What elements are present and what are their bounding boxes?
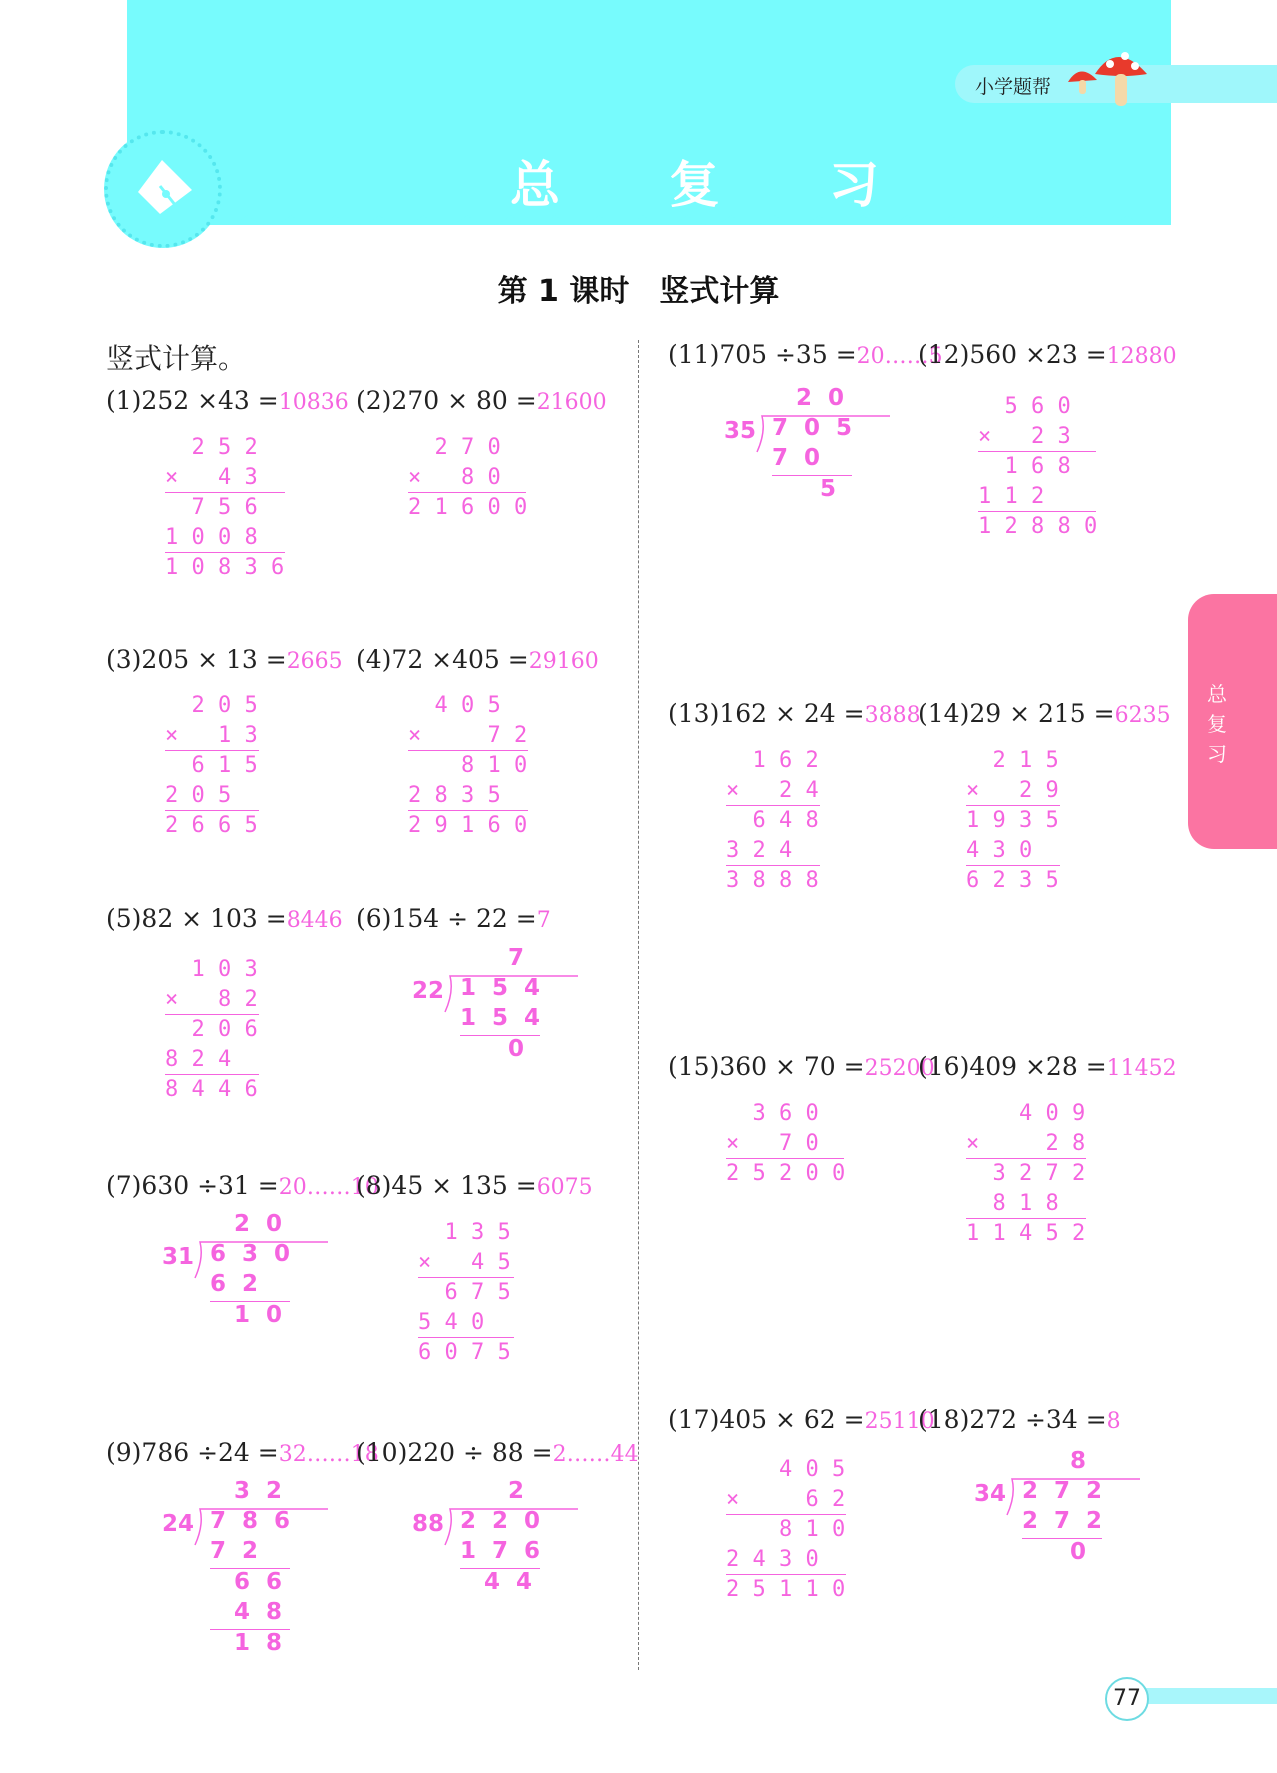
footer-bar xyxy=(1130,1688,1277,1704)
problem-17: (17)405 × 62 =25110 xyxy=(668,1405,935,1434)
problem-1: (1)252 ×43 =10836 xyxy=(106,386,349,415)
pen-nib-icon xyxy=(130,152,200,222)
work-5: 1 0 3 × 8 2 2 0 6 8 2 4 8 4 4 6 xyxy=(165,955,259,1105)
problem-6: (6)154 ÷ 22 =7 xyxy=(356,904,551,933)
problem-8: (8)45 × 135 =6075 xyxy=(356,1171,593,1200)
side-tab-char-2: 复 xyxy=(1207,712,1227,736)
problem-18: (18)272 ÷34 =8 xyxy=(918,1405,1121,1434)
problem-12: (12)560 ×23 =12880 xyxy=(918,340,1177,369)
column-divider xyxy=(638,340,639,1670)
problem-10: (10)220 ÷ 88 =2……44 xyxy=(356,1438,639,1467)
problem-11: (11)705 ÷35 =20……5 xyxy=(668,340,943,369)
work-8: 1 3 5 × 4 5 6 7 5 5 4 0 6 0 7 5 xyxy=(418,1218,514,1368)
work-12: 5 6 0 × 2 3 1 6 8 1 1 2 1 2 8 8 0 xyxy=(978,392,1096,542)
problem-13: (13)162 × 24 =3888 xyxy=(668,699,921,728)
problem-2: (2)270 × 80 =21600 xyxy=(356,386,607,415)
lesson-title: 第 1 课时 竖式计算 xyxy=(497,274,780,309)
problem-9: (9)786 ÷24 =32……18 xyxy=(106,1438,379,1467)
work-15: 3 6 0 × 7 0 2 5 2 0 0 xyxy=(726,1099,844,1189)
problem-15: (15)360 × 70 =25200 xyxy=(668,1052,935,1081)
side-tab-char-1: 总 xyxy=(1207,682,1227,706)
problem-5: (5)82 × 103 =8446 xyxy=(106,904,343,933)
chapter-side-tab xyxy=(1188,594,1277,849)
side-tab-char-3: 习 xyxy=(1207,742,1227,766)
mushroom-icon xyxy=(1065,44,1155,116)
work-14: 2 1 5 × 2 9 1 9 3 5 4 3 0 6 2 3 5 xyxy=(966,746,1060,896)
brand-label: 小学题帮 xyxy=(975,76,1052,98)
problem-16: (16)409 ×28 =11452 xyxy=(918,1052,1177,1081)
work-13: 1 6 2 × 2 4 6 4 8 3 2 4 3 8 8 8 xyxy=(726,746,820,896)
problem-7: (7)630 ÷31 =20……10 xyxy=(106,1171,379,1200)
problem-4: (4)72 ×405 =29160 xyxy=(356,645,599,674)
work-1: 2 5 2 × 4 3 7 5 6 1 0 0 8 1 0 8 3 6 xyxy=(165,433,285,583)
instruction: 竖式计算。 xyxy=(106,342,247,375)
problem-14: (14)29 × 215 =6235 xyxy=(918,699,1171,728)
page-title: 总 复 习 xyxy=(510,156,925,214)
work-3: 2 0 5 × 1 3 6 1 5 2 0 5 2 6 6 5 xyxy=(165,691,259,841)
work-17: 4 0 5 × 6 2 8 1 0 2 4 3 0 2 5 1 1 0 xyxy=(726,1455,846,1605)
work-2: 2 7 0 × 8 0 2 1 6 0 0 xyxy=(408,433,526,523)
page-number: 77 xyxy=(1105,1677,1149,1721)
work-16: 4 0 9 × 2 8 3 2 7 2 8 1 8 1 1 4 5 2 xyxy=(966,1099,1086,1249)
pen-nib-badge xyxy=(104,130,222,248)
problem-3: (3)205 × 13 =2665 xyxy=(106,645,343,674)
work-4: 4 0 5 × 7 2 8 1 0 2 8 3 5 2 9 1 6 0 xyxy=(408,691,528,841)
